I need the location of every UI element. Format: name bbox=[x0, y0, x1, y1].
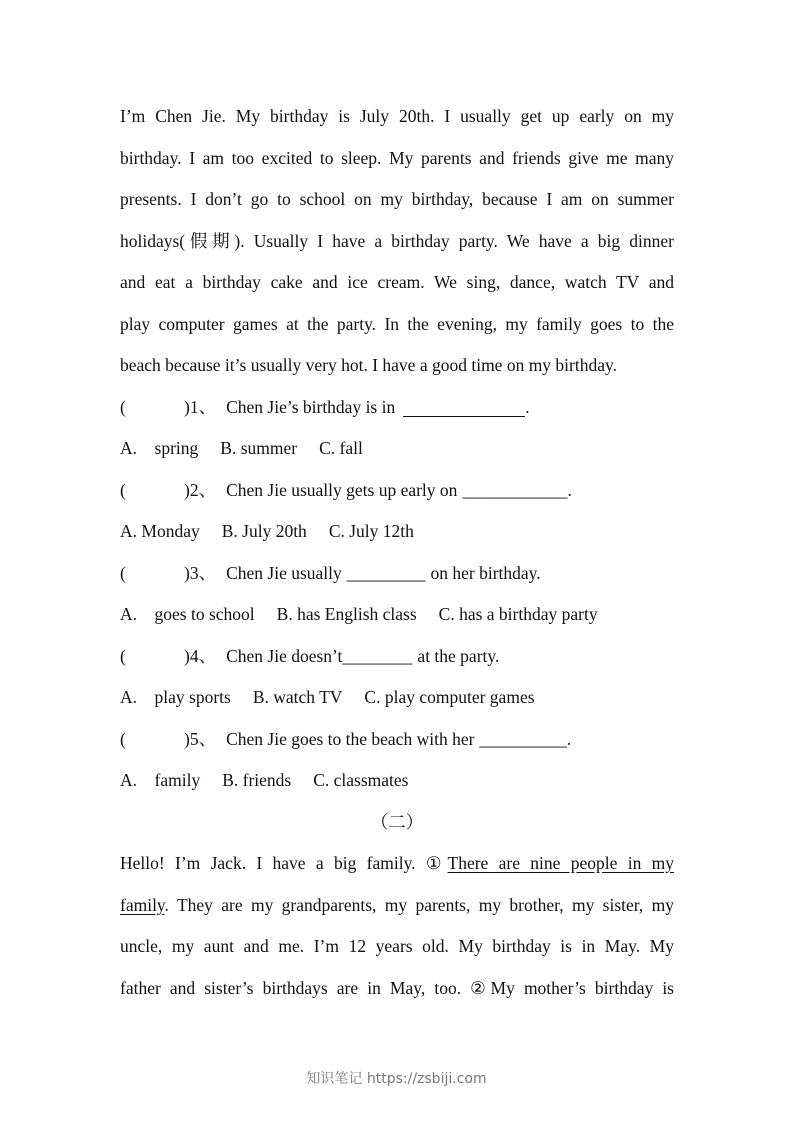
answer-blank[interactable]: ____________ bbox=[462, 479, 568, 500]
answer-paren[interactable]: ( bbox=[120, 396, 126, 417]
question-text: Chen Jie’s birthday is in bbox=[226, 396, 396, 417]
option-c[interactable]: C. fall bbox=[319, 438, 363, 458]
passage-line: holidays(假期). Usually I have a birthday party. We have a big dinner bbox=[120, 230, 674, 251]
underlined-sentence-1-end: family bbox=[120, 894, 165, 915]
question-number: )2、 bbox=[184, 479, 217, 500]
question-4 bbox=[120, 636, 674, 678]
question-end: . bbox=[566, 728, 572, 749]
question-5-options bbox=[120, 760, 674, 802]
passage-line bbox=[120, 885, 674, 927]
passage-line: and eat a birthday cake and ice cream. We sing, dance, watch TV and bbox=[120, 272, 674, 292]
question-1 bbox=[120, 387, 674, 429]
option-b[interactable]: B. July 20th bbox=[221, 521, 307, 541]
question-3 bbox=[120, 553, 674, 595]
answer-paren[interactable]: ( bbox=[120, 645, 126, 666]
option-a[interactable]: A. spring bbox=[120, 438, 199, 458]
question-2-options bbox=[120, 511, 674, 553]
option-b[interactable]: B. friends bbox=[222, 770, 292, 790]
answer-paren[interactable]: ( bbox=[120, 728, 126, 749]
option-a[interactable]: A. Monday bbox=[120, 521, 200, 541]
answer-blank[interactable]: __________ bbox=[479, 728, 567, 749]
passage-line: uncle, my aunt and me. I’m 12 years old. My birthday is in May. My bbox=[120, 936, 674, 956]
question-text: Chen Jie goes to the beach with her bbox=[226, 728, 475, 749]
option-c[interactable]: C. play computer games bbox=[364, 687, 535, 707]
question-1-options bbox=[120, 428, 674, 470]
option-a[interactable]: A. family bbox=[120, 770, 201, 790]
question-text: Chen Jie usually bbox=[226, 562, 342, 583]
option-a[interactable]: A. goes to school bbox=[120, 604, 255, 624]
question-text: Chen Jie usually gets up early on bbox=[226, 479, 458, 500]
question-end: on her birthday. bbox=[430, 562, 541, 583]
option-b[interactable]: B. summer bbox=[220, 438, 298, 458]
question-4-options bbox=[120, 677, 674, 719]
option-a[interactable]: A. play sports bbox=[120, 687, 231, 707]
question-end: . bbox=[567, 479, 572, 500]
passage-line: play computer games at the party. In the evening, my family goes to the bbox=[120, 313, 674, 334]
worksheet-page bbox=[120, 96, 674, 1009]
option-c[interactable]: C. July 12th bbox=[328, 521, 414, 541]
question-number: )3、 bbox=[184, 562, 217, 583]
answer-blank[interactable]: ________ bbox=[342, 645, 413, 666]
question-number: )5、 bbox=[184, 728, 217, 749]
question-text: Chen Jie doesn’t bbox=[226, 645, 343, 666]
question-number: )4、 bbox=[184, 645, 217, 666]
option-c[interactable]: C. classmates bbox=[313, 770, 409, 790]
question-end: at the party. bbox=[417, 645, 500, 666]
reading-passage-1 bbox=[120, 96, 674, 387]
passage-text: . They are my grandparents, my parents, my brother, my sister, my bbox=[164, 894, 674, 915]
passage-line: birthday. I am too excited to sleep. My parents and friends give me many bbox=[120, 147, 674, 168]
question-5 bbox=[120, 719, 674, 761]
reading-passage-2 bbox=[120, 843, 674, 1009]
passage-line: beach because it’s usually very hot. I have a good time on my birthday. bbox=[120, 355, 617, 375]
passage-line bbox=[120, 843, 674, 885]
passage-line: father and sister’s birthdays are in May, too. ②My mother’s birthday is bbox=[120, 977, 674, 998]
question-2 bbox=[120, 470, 674, 512]
passage-line: presents. I don’t go to school on my birthday, because I am on summer bbox=[120, 189, 674, 209]
footer-watermark[interactable]: 知识笔记 https://zsbiji.com bbox=[306, 1071, 487, 1087]
option-c[interactable]: C. has a birthday party bbox=[438, 604, 598, 624]
answer-paren[interactable]: ( bbox=[120, 479, 126, 500]
answer-blank[interactable]: _________ bbox=[346, 562, 426, 583]
passage-text: Hello! I’m Jack. I have a big family. ① bbox=[120, 853, 448, 873]
underlined-sentence-1: There are nine people in my bbox=[447, 853, 675, 873]
option-b[interactable]: B. watch TV bbox=[252, 687, 343, 707]
question-end: . bbox=[525, 396, 530, 417]
section-title: （二） bbox=[370, 811, 424, 832]
passage-line: I’m Chen Jie. My birthday is July 20th. I usually get up early on my bbox=[120, 106, 674, 126]
answer-blank[interactable] bbox=[403, 398, 525, 417]
question-number: )1、 bbox=[184, 396, 217, 417]
question-3-options bbox=[120, 594, 674, 636]
option-b[interactable]: B. has English class bbox=[276, 604, 417, 624]
answer-paren[interactable]: ( bbox=[120, 562, 126, 583]
